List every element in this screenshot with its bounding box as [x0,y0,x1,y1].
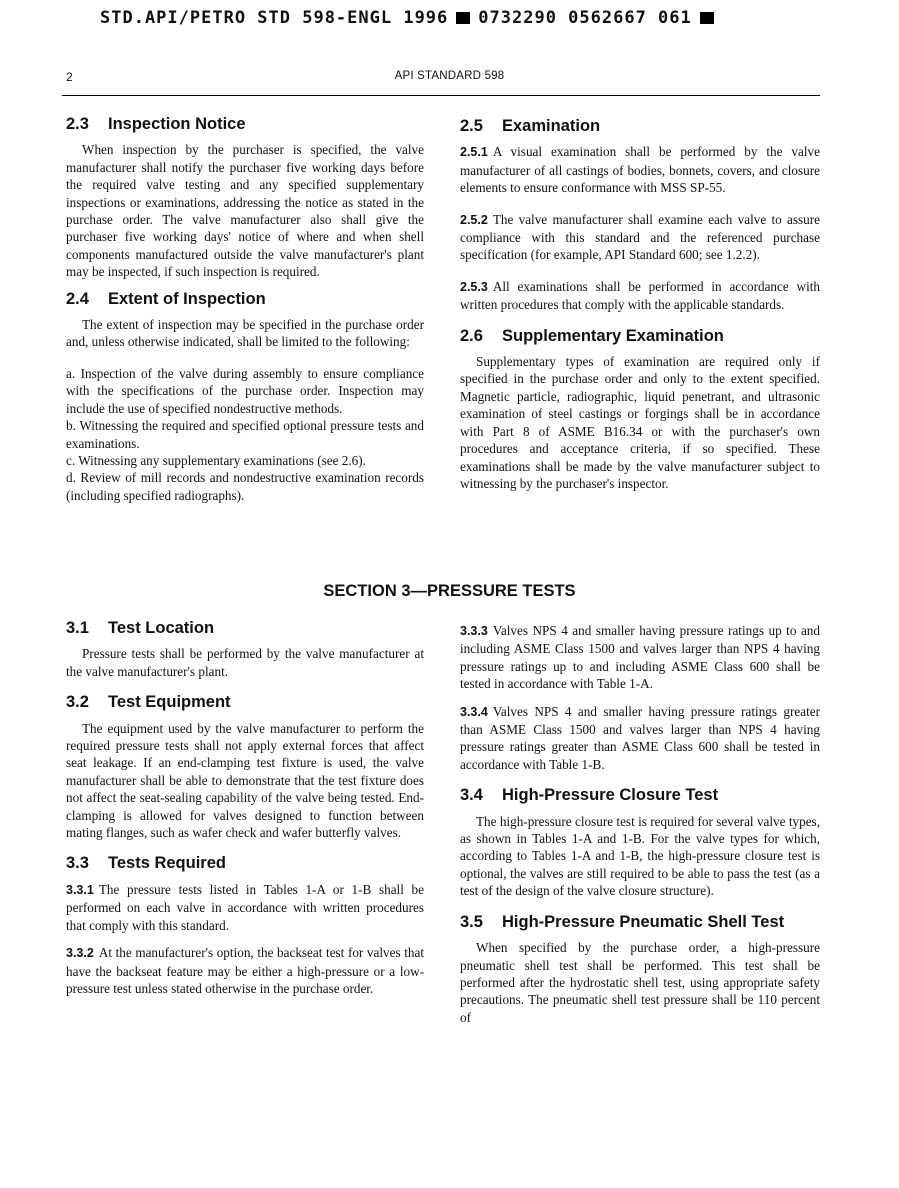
heading-2-5: 2.5 Examination [460,117,601,135]
upper-left-column [66,116,424,504]
heading-2-3: 2.3 Inspection Notice [66,115,246,133]
paragraph-2-5-1: 2.5.1 A visual examination shall be performed by the valve manufacturer of all castings of bodies, bonnets, covers, and closure elements to ensure conformance with MSS SP-55. [460,144,820,196]
paragraph-3-3-4: 3.3.4 Valves NPS 4 and smaller having pressure ratings greater than ASME Class 1500 and valves larger than NPS 4 having pressure ratings greater than ASME Class 600 shall be tested in accordance with Table 1-B. [460,703,820,772]
paragraph-3-3-1: 3.3.1 The pressure tests listed in Tables 1-A or 1-B shall be performed on each valve in accordance with written procedures that comply with this standard. [66,881,424,933]
list-item-b: b. Witnessing the required and specified optional pressure tests and examinations. [66,418,424,451]
upper-right-column [460,118,820,502]
paragraph-2-4-intro: The extent of inspection may be specified in the purchase order and, unless otherwise indicated, shall be limited to the following: [66,317,424,350]
list-item-c: c. Witnessing any supplementary examinations (see 2.6). [66,452,366,468]
paragraph-2-5-2: 2.5.2 The valve manufacturer shall examine each valve to assure compliance with this standard and the referenced purchase specification (for example, API Standard 600; see 1.2.2). [460,211,820,263]
document-id-stamp [100,8,722,28]
stamp-right-text: 0732290 0562667 061 [478,8,692,28]
heading-3-4: 3.4 High-Pressure Closure Test [460,786,719,805]
paragraph-3-3-3: 3.3.3 Valves NPS 4 and smaller having pressure ratings up to and including ASME Class 1500 and valves larger than NPS 4 having pressure ratings up to and including ASME Class 600 shall be tested in accordance with Table 1-A. [460,623,820,692]
stamp-left-text: STD.API/PETRO STD 598-ENGL 1996 [100,8,449,28]
heading-3-5: 3.5 High-Pressure Pneumatic Shell Test [460,912,785,931]
section-3-heading: SECTION 3—PRESSURE TESTS [323,582,576,600]
heading-2-4: 2.4 Extent of Inspection [66,289,266,308]
paragraph-2-3: When inspection by the purchaser is specified, the valve manufacturer shall notify the purchaser five working days before the required valve testing and any specified supplementary inspections or examinations, addressing the notice as stated in the purchase order. The valve manufacturer also shall give the purchaser five working days' notice of where and when shell components manufactured outside the valve manufacturer's plant may be inspected, if such inspection is required. [66,142,424,280]
paragraph-3-5: When specified by the purchase order, a high-pressure pneumatic shell test shall be performed. This test shall be performed after the hydrostatic shell test, using appropriate safety precautions. The pneumatic shell test pressure shall be 110 percent of [460,940,820,1025]
header-rule [62,95,820,96]
list-item-d: d. Review of mill records and nondestructive examination records (including specified radiographs). [66,470,424,503]
paragraph-3-3-2: 3.3.2 At the manufacturer's option, the backseat test for valves that have the backseat feature may be either a high-pressure or a low-pressure test unless stated otherwise in the purchase order. [66,945,424,996]
lower-right-column [460,622,820,1036]
paragraph-3-4: The high-pressure closure test is required for several valve types, as shown in Tables 1-A and 1-B. For the valve types for which, according to Tables 1-A and 1-B, the high-pressure closure test is optional, the valves are still required to be able to pass the test (as a test of the design of the valve closure structure). [460,813,820,899]
heading-3-2: 3.2 Test Equipment [66,693,231,712]
stamp-block-mark [456,12,470,24]
lower-left-column [66,620,424,1007]
heading-3-1: 3.1 Test Location [66,619,215,637]
list-item-a: a. Inspection of the valve during assembly to ensure compliance with the specifications of the purchase order. Inspection may include the use of specified nondestructive methods. [66,365,424,416]
stamp-block-mark-end [700,12,714,24]
page-number: 2 [66,70,73,84]
heading-3-3: 3.3 Tests Required [66,854,226,873]
paragraph-2-5-3: 2.5.3 All examinations shall be performed in accordance with written procedures that comply with the applicable standards. [460,278,820,313]
paragraph-2-6: Supplementary types of examination are required only if specified in the purchase order and only to the extent specified. Magnetic particle, radiographic, liquid penetrant, and ultrasonic examination of steel castings or forgings shall be in accordance with Part 8 of ASME B16.34 or with the purchaser's own procedures and acceptance criteria, if so specified. These examinations shall be made by the valve manufacturer subject to witnessing by the purchaser's inspector. [460,354,820,491]
paragraph-3-2: The equipment used by the valve manufacturer to perform the required pressure tests shall not apply external forces that affect seat leakage. If an end-clamping test fixture is used, the valve manufacturer shall be able to demonstrate that the test fixture does not affect the seat-sealing capability of the valve being tested. End-clamping is allowed for valves designed to function between mating flanges, such as wafer check and wafer butterfly valves. [66,720,424,841]
heading-2-6: 2.6 Supplementary Examination [460,326,724,345]
running-head: API STANDARD 598 [394,70,505,82]
paragraph-3-1: Pressure tests shall be performed by the valve manufacturer at the valve manufacturer's plant. [66,646,424,679]
